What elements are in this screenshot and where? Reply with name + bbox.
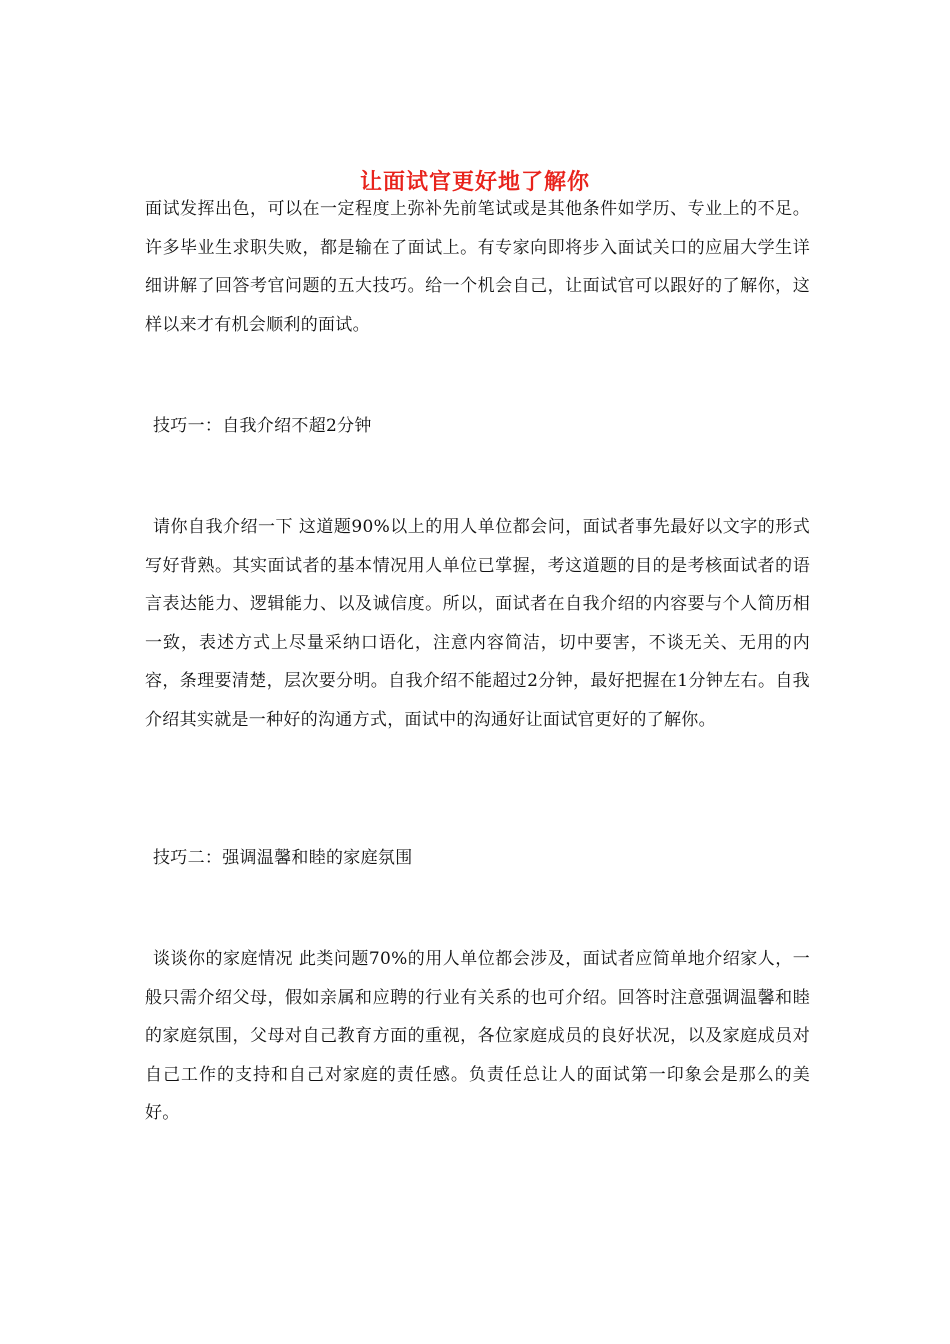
section-2-heading: 技巧二：强调温馨和睦的家庭氛围 xyxy=(153,848,413,868)
document-title: 让面试官更好地了解你 xyxy=(359,168,590,195)
section-1-heading: 技巧一：自我介绍不超2分钟 xyxy=(153,416,372,436)
section-1-body: 请你自我介绍一下 这道题90%以上的用人单位都会问，面试者事先最好以文字的形式写好背熟。其实面试者的基本情况用人单位已掌握，考这道题的目的是考核面试者的语言表达能力、逻辑能力、以及诚信度。所以，面试者在自我介绍的内容要与个人简历相一致，表述方式上尽量采纳口语化，注意内容简洁，切中要害，不谈无关、无用的内容，条理要清楚，层次要分明。自我介绍不能超过2分钟，最好把握在1分钟左右。自我介绍其实就是一种好的沟通方式，面试中的沟通好让面试官更好的了解你。 xyxy=(145,517,810,730)
section-2-body: 谈谈你的家庭情况 此类问题70%的用人单位都会涉及，面试者应简单地介绍家人，一般只需介绍父母，假如亲属和应聘的行业有关系的也可介绍。回答时注意强调温馨和睦的家庭氛围，父母对自己教育方面的重视，各位家庭成员的良好状况，以及家庭成员对自己工作的支持和自己对家庭的责任感。负责任总让人的面试第一印象会是那么的美好。 xyxy=(145,949,810,1123)
intro-paragraph: 面试发挥出色，可以在一定程度上弥补先前笔试或是其他条件如学历、专业上的不足。许多毕业生求职失败，都是输在了面试上。有专家向即将步入面试关口的应届大学生详细讲解了回答考官问题的五大技巧。给一个机会自己，让面试官可以跟好的了解你，这样以来才有机会顺利的面试。 xyxy=(145,199,810,335)
